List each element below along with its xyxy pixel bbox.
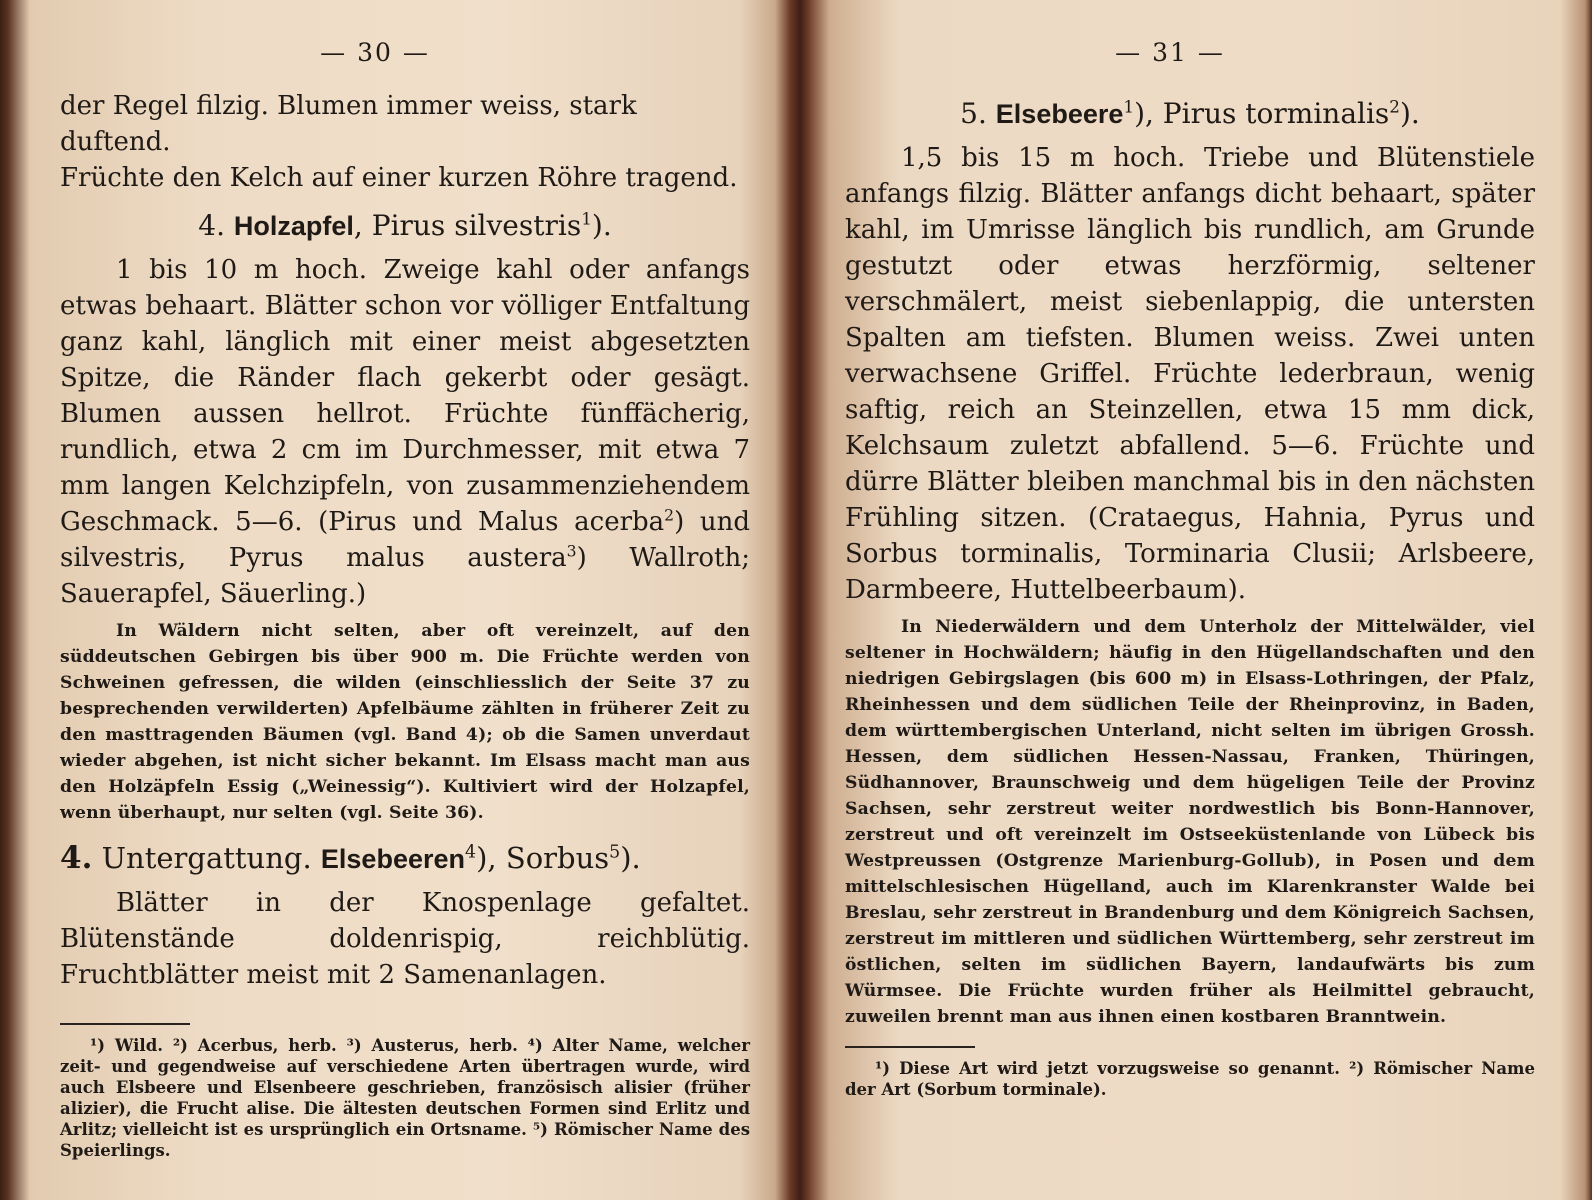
footnote-ref: 1 [1123,96,1135,117]
heading-name: Elsebeeren [320,844,465,874]
continued-text-line: der Regel filzig. Blumen immer weiss, stark duftend. [60,91,637,157]
footnote-divider [845,1046,975,1048]
species-heading-holzapfel [60,206,750,246]
heading-latin: ), Pirus torminalis [1134,97,1390,130]
description-text: ) Wallroth; Sauerapfel, Säuerling.) [60,543,750,609]
heading-word: Untergattung. [92,841,321,875]
right-page-body [845,88,1535,1100]
species-description [60,252,750,612]
species-heading-elsebeere [845,94,1535,134]
heading-latin: , Pirus silvestris [353,209,582,242]
footnote-ref: 5 [609,842,621,863]
footnote-ref: 2 [664,506,675,525]
left-page-body [60,88,750,1161]
description-text: ) und silvestris, Pyrus malus austera [60,507,750,573]
footnotes: ¹) Diese Art wird jetzt vorzugsweise so genannt. ²) Römischer Name der Art (Sorbum torminale). [845,1059,1535,1099]
footnote-ref: 4 [465,842,477,863]
right-page [845,0,1535,1200]
heading-number: 4. [198,209,225,242]
heading-name: Elsebeere [995,99,1124,129]
heading-end: ). [1399,97,1420,130]
heading-name: Holzapfel [233,211,354,241]
distribution-note: In Wäldern nicht selten, aber oft vereinzelt, auf den süddeutschen Gebirgen bis über 900 m. Die Früchte werden von Schweinen gefressen, die wilden (einschliesslich der Seite 37 zu besprechenden verwilderten) Apfelbäume zählten in früherer Zeit zu den masttragenden Bäumen (vgl. Band 4); ob die Samen unverdaut wieder abgehen, ist nicht sicher bekannt. Im Elsass macht man aus den Holzäpfeln Essig („Weinessig“). Kultiviert wird der Holzapfel, wenn überhaupt, nur selten (vgl. Seite 36). [60,621,750,823]
footnote-ref: 3 [566,542,577,561]
species-description: 1,5 bis 15 m hoch. Triebe und Blütenstiele anfangs filzig. Blätter anfangs dicht behaart, später kahl, im Umrisse länglich bis rundlich, am Grunde gestutzt oder etwas herzförmig, seltener verschmälert, meist siebenlappig, die untersten Spalten am tiefsten. Blumen weiss. Zwei unten verwachsene Griffel. Früchte lederbraun, wenig saftig, reich an Steinzellen, etwa 15 mm dick, Kelchsaum zuletzt abfallend. 5—6. Früchte und dürre Blätter bleiben manchmal bis in den nächsten Frühling sitzen. (Crataegus, Hahnia, Pyrus und Sorbus torminalis, Torminaria Clusii; Arlsbeere, Darmbeere, Huttelbeerbaum). [845,143,1535,605]
footnote-ref: 2 [1389,96,1400,117]
description-text: 1 bis 10 m hoch. Zweige kahl oder anfangs etwas behaart. Blätter schon vor völliger Entfaltung ganz kahl, länglich mit einer meist abgesetzten Spitze, die Ränder flach gekerbt oder gesägt. Blumen aussen hellrot. Früchte fünffächerig, rundlich, etwa 2 cm im Durchmesser, mit etwa 7 mm langen Kelchzipfeln, von zusammenziehendem Geschmack. 5—6. (Pirus und Malus acerba [60,255,750,537]
heading-number: 5. [960,97,996,130]
footnote-divider [60,1023,190,1025]
heading-latin: ), Sorbus [476,841,610,875]
page-number: — 30 — [320,38,430,67]
left-page [60,0,750,1200]
page-number: — 31 — [1115,38,1225,67]
continued-text-line: Früchte den Kelch auf einer kurzen Röhre tragend. [60,163,738,193]
heading-number: 4. [60,840,93,876]
heading-end: ). [591,209,612,242]
subgenus-description: Blätter in der Knospenlage gefaltet. Blütenstände doldenrispig, reichblütig. Fruchtblätter meist mit 2 Samenanlagen. [60,888,750,990]
heading-end: ). [620,841,641,875]
footnotes: ¹) Wild. ²) Acerbus, herb. ³) Austerus, herb. ⁴) Alter Name, welcher zeit- und gegendweise auf verschiedene Arten übertragen wurde, wird auch Elsbeere und Elsenbeere geschrieben, französisch alisier (früher alizier), die Frucht alise. Die ältesten deutschen Formen sind Erlitz und Arlitz; vielleicht ist es ursprünglich ein Ortsname. ⁵) Römischer Name des Speierlings. [60,1036,750,1160]
footnote-ref: 1 [581,208,592,229]
subgenus-heading [60,838,750,879]
distribution-note: In Niederwäldern und dem Unterholz der Mittelwälder, viel seltener in Hochwäldern; häufig in den Hügellandschaften und den niedrigen Gebirgslagen (bis 600 m) in Elsass-Lothringen, der Pfalz, Rheinhessen und dem südlichen Teile der Rheinprovinz, in Baden, dem württembergischen Unterland, nicht selten im übrigen Grossh. Hessen, dem südlichen Hessen-Nassau, Franken, Thüringen, Südhannover, Braunschweig und dem hügeligen Teile der Provinz Sachsen, sehr zerstreut weiter nordwestlich bis Bonn-Hannover, zerstreut und oft vereinzelt im Ostseeküstenlande von Lübeck bis Westpreussen (Ostgrenze Marienburg-Gollub), in Posen und dem mittelschlesischen Hügelland, auch im Klarenkranster Walde bei Breslau, sehr zerstreut in Brandenburg und dem Königreich Sachsen, zerstreut im mittleren und südlichen Württemberg, sehr zerstreut im östlichen, selten im südlichen Bayern, landaufwärts bis zum Würmsee. Die Früchte wurden früher als Heilmittel gebraucht, zuweilen brennt man aus ihnen einen kostbaren Branntwein. [845,617,1535,1027]
